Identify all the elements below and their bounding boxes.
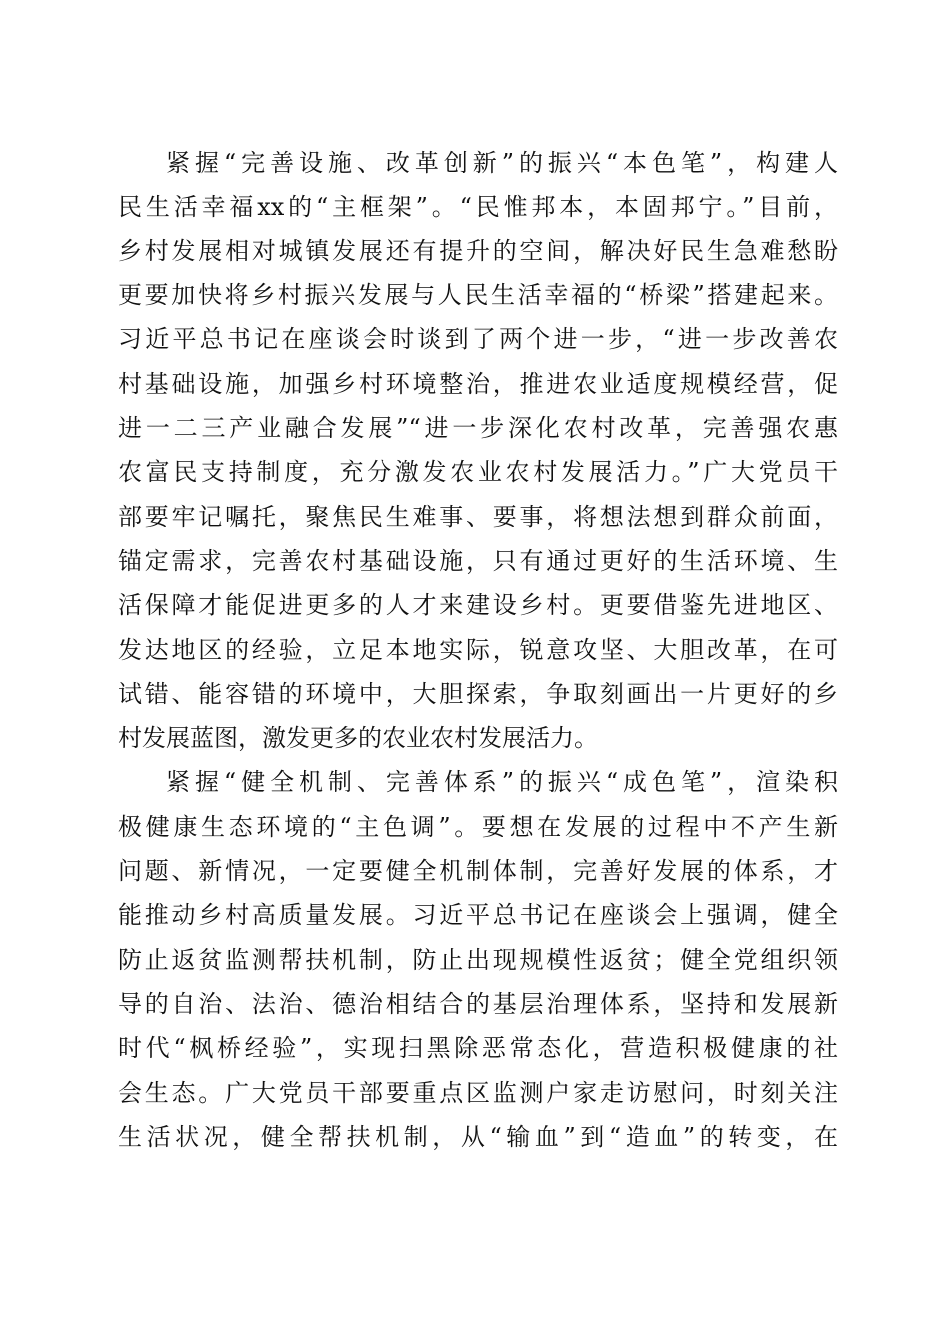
text-line: 导的自治、法治、德治相结合的基层治理体系，坚持和发展新	[118, 990, 838, 1018]
text-line: 习近平总书记在座谈会时谈到了两个进一步，“进一步改善农	[118, 325, 838, 353]
text-line: 紧握“完善设施、改革创新”的振兴“本色笔”，构建人	[166, 149, 838, 177]
text-line: 紧握“健全机制、完善体系”的振兴“成色笔”，渲染积	[166, 768, 838, 796]
text-line: 村发展蓝图，激发更多的农业农村发展活力。	[118, 724, 598, 752]
text-line: 锚定需求，完善农村基础设施，只有通过更好的生活环境、生	[118, 547, 838, 575]
text-line: 村基础设施，加强乡村环境整治，推进农业适度规模经营，促	[118, 370, 838, 398]
text-line: 生活状况，健全帮扶机制，从“输血”到“造血”的转变，在	[118, 1123, 838, 1151]
text-line: 极健康生态环境的“主色调”。要想在发展的过程中不产生新	[118, 813, 838, 841]
text-line: 防止返贫监测帮扶机制，防止出现规模性返贫；健全党组织领	[118, 946, 838, 974]
text-line: 会生态。广大党员干部要重点区监测户家走访慰问，时刻关注	[118, 1079, 838, 1107]
text-line: 农富民支持制度，充分激发农业农村发展活力。”广大党员干	[118, 458, 838, 486]
text-line: 时代“枫桥经验”，实现扫黑除恶常态化，营造积极健康的社	[118, 1034, 838, 1062]
text-line: 试错、能容错的环境中，大胆探索，争取刻画出一片更好的乡	[118, 680, 838, 708]
text-line: 部要牢记嘱托，聚焦民生难事、要事，将想法想到群众前面，	[118, 503, 838, 531]
text-line: 进一二三产业融合发展”“进一步深化农村改革，完善强农惠	[118, 414, 838, 442]
text-line: 发达地区的经验，立足本地实际，锐意攻坚、大胆改革，在可	[118, 636, 838, 664]
text-line: 问题、新情况，一定要健全机制体制，完善好发展的体系，才	[118, 857, 838, 885]
text-line: 活保障才能促进更多的人才来建设乡村。更要借鉴先进地区、	[118, 591, 838, 619]
text-line: 民生活幸福xx的“主框架”。“民惟邦本，本固邦宁。”目前，	[118, 193, 838, 221]
text-line: 更要加快将乡村振兴发展与人民生活幸福的“桥梁”搭建起来。	[118, 281, 838, 309]
text-line: 能推动乡村高质量发展。习近平总书记在座谈会上强调，健全	[118, 901, 838, 929]
text-line: 乡村发展相对城镇发展还有提升的空间，解决好民生急难愁盼	[118, 237, 838, 265]
